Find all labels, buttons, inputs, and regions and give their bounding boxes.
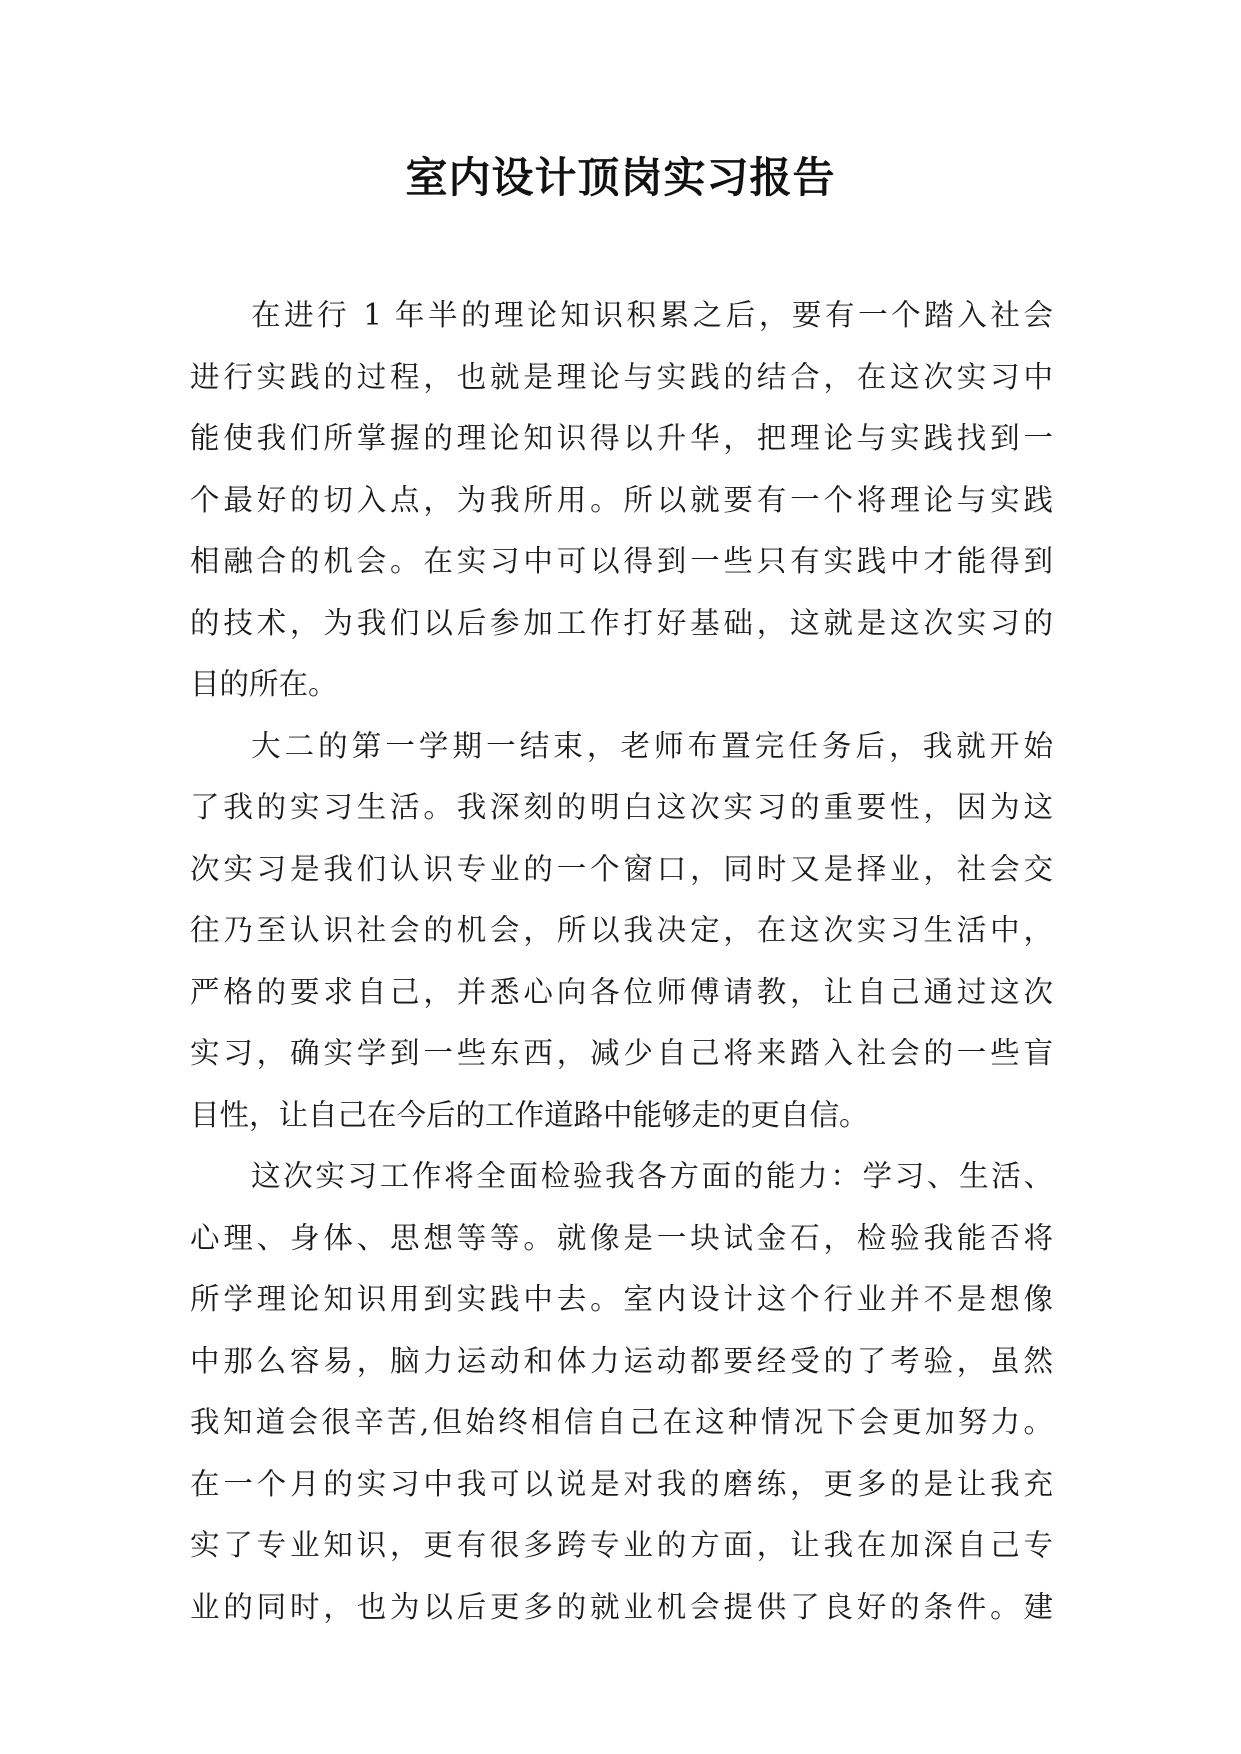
paragraph-1-line-7: 目的所在。	[190, 667, 338, 701]
paragraph-1-line-6: 的技术，为我们以后参加工作打好基础，这就是这次实习的	[190, 605, 1053, 640]
paragraph-1-line-4: 个最好的切入点，为我所用。所以就要有一个将理论与实践	[190, 482, 1053, 517]
paragraph-1-line-5: 相融合的机会。在实习中可以得到一些只有实践中才能得到	[190, 544, 1053, 578]
document-body	[190, 285, 1053, 1638]
paragraph-1-line-1: 在进行 1 年半的理论知识积累之后，要有一个踏入社会	[251, 298, 1053, 332]
paragraph-2-line-1: 大二的第一学期一结束，老师布置完任务后，我就开始	[251, 728, 1053, 763]
paragraph-2-line-6: 实习，确实学到一些东西，减少自己将来踏入社会的一些盲	[190, 1036, 1053, 1070]
paragraph-3-line-2: 心理、身体、思想等等。就像是一块试金石，检验我能否将	[190, 1220, 1053, 1255]
paragraph-2-line-2: 了我的实习生活。我深刻的明白这次实习的重要性，因为这	[190, 790, 1053, 824]
paragraph-1-line-3: 能使我们所掌握的理论知识得以升华，把理论与实践找到一	[190, 421, 1053, 455]
paragraph-2-line-5: 严格的要求自己，并悉心向各位师傅请教，让自己通过这次	[190, 974, 1053, 1009]
paragraph-3-line-1: 这次实习工作将全面检验我各方面的能力：学习、生活、	[251, 1159, 1053, 1193]
paragraph-1-line-2: 进行实践的过程，也就是理论与实践的结合，在这次实习中	[190, 359, 1053, 394]
paragraph-2-line-4: 往乃至认识社会的机会，所以我决定，在这次实习生活中，	[190, 913, 1053, 947]
document-title: 室内设计顶岗实习报告	[405, 153, 836, 202]
paragraph-3-line-6: 在一个月的实习中我可以说是对我的磨练，更多的是让我充	[190, 1466, 1053, 1501]
paragraph-2-line-3: 次实习是我们认识专业的一个窗口，同时又是择业，社会交	[190, 851, 1053, 886]
paragraph-3-line-8: 业的同时，也为以后更多的就业机会提供了良好的条件。建	[190, 1589, 1053, 1624]
paragraph-3-line-4: 中那么容易，脑力运动和体力运动都要经受的了考验，虽然	[190, 1343, 1053, 1378]
paragraph-3-line-5: 我知道会很辛苦,但始终相信自己在这种情况下会更加努力。	[190, 1405, 1053, 1439]
paragraph-3-line-7: 实了专业知识，更有很多跨专业的方面，让我在加深自己专	[190, 1528, 1053, 1562]
paragraph-3-line-3: 所学理论知识用到实践中去。室内设计这个行业并不是想像	[190, 1282, 1053, 1316]
paragraph-2-line-7: 目性，让自己在今后的工作道路中能够走的更自信。	[190, 1097, 869, 1132]
